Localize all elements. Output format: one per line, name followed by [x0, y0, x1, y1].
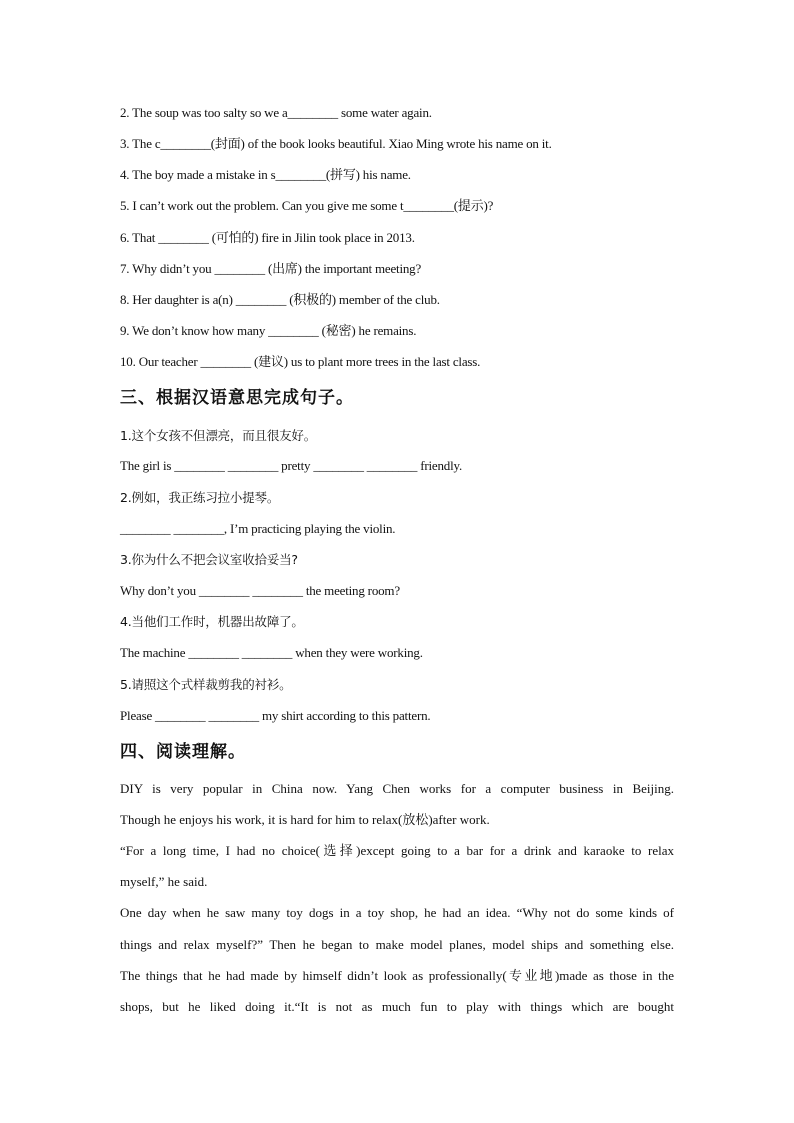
translation-answer-4: The machine ________ ________ when they were working.: [120, 645, 423, 660]
question-6: 6. That ________ (可怕的) fire in Jilin took place in 2013.: [120, 230, 415, 245]
question-2: 2. The soup was too salty so we a________ some water again.: [120, 105, 432, 120]
translation-answer-5: Please ________ ________ my shirt according to this pattern.: [120, 708, 431, 723]
section-4-heading: 四、阅读理解。: [120, 742, 246, 762]
section-3-heading: 三、根据汉语意思完成句子。: [120, 388, 354, 408]
translation-answer-1: The girl is ________ ________ pretty ________ ________ friendly.: [120, 458, 463, 473]
question-8: 8. Her daughter is a(n) ________ (积极的) member of the club.: [120, 292, 440, 307]
translation-answer-3: Why don’t you ________ ________ the meeting room?: [120, 583, 400, 598]
question-3: 3. The c________(封面) of the book looks beautiful. Xiao Ming wrote his name on it.: [120, 136, 552, 151]
passage-line-8: shops, but he liked doing it.“It is not as much fun to play with things which are bought: [120, 999, 674, 1014]
passage-line-6: things and relax myself?” Then he began to make model planes, model ships and something else.: [120, 937, 674, 952]
passage-line-3: “For a long time, I had no choice(选择)except going to a bar for a drink and karaoke to relax: [120, 843, 674, 858]
translation-prompt-5: 5.请照这个式样裁剪我的衬衫。: [120, 677, 292, 692]
question-4: 4. The boy made a mistake in s________(拼写) his name.: [120, 167, 411, 182]
passage-line-2: Though he enjoys his work, it is hard for him to relax(放松)after work.: [120, 812, 490, 827]
translation-prompt-2: 2.例如，我正练习拉小提琴。: [120, 490, 280, 505]
passage-line-7: The things that he had made by himself didn’t look as professionally(专业地)made as those in the: [120, 968, 674, 983]
question-7: 7. Why didn’t you ________ (出席) the important meeting?: [120, 261, 422, 276]
translation-prompt-1: 1.这个女孩不但漂亮，而且很友好。: [120, 428, 317, 443]
question-5: 5. I can’t work out the problem. Can you give me some t________(提示)?: [120, 198, 494, 213]
question-10: 10. Our teacher ________ (建议) us to plant more trees in the last class.: [120, 354, 481, 369]
question-9: 9. We don’t know how many ________ (秘密) he remains.: [120, 323, 417, 338]
passage-line-4: myself,” he said.: [120, 874, 208, 889]
translation-prompt-4: 4.当他们工作时，机器出故障了。: [120, 614, 304, 629]
translation-prompt-3: 3.你为什么不把会议室收拾妥当?: [120, 552, 298, 567]
translation-answer-2: ________ ________, I’m practicing playing the violin.: [120, 521, 396, 536]
passage-line-1: DIY is very popular in China now. Yang Chen works for a computer business in Beijing.: [120, 781, 674, 796]
passage-line-5: One day when he saw many toy dogs in a toy shop, he had an idea. “Why not do some kinds of: [120, 905, 674, 920]
